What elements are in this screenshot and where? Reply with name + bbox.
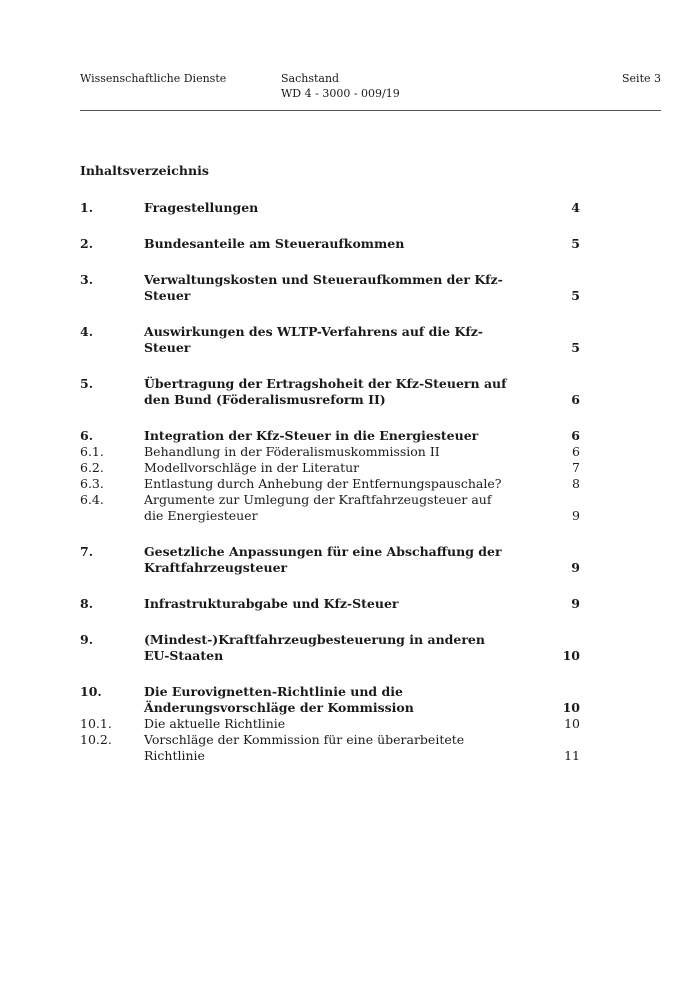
toc-entry-6-2[interactable] [80,460,580,476]
toc-entry-page: 7 [572,460,580,475]
toc-entry-number: 10.2. [80,732,112,747]
toc-entry-page: 9 [571,596,580,611]
toc-entry-number: 4. [80,324,94,339]
toc-entry-title: Integration der Kfz-Steuer in die Energiesteuer [144,428,479,443]
toc-entry-10-2[interactable] [80,732,580,764]
toc-entry-number: 10.1. [80,716,112,731]
toc-entry-page: 4 [571,200,580,215]
toc-entry-title: (Mindest-)Kraftfahrzeugbesteuerung in anderen EU-Staaten [144,632,485,663]
toc-entry-2[interactable] [80,236,580,252]
toc-entry-number: 2. [80,236,94,251]
toc-entry-title: Fragestellungen [144,200,259,215]
toc-entry-page: 5 [571,340,580,355]
toc-entry-7[interactable] [80,544,580,576]
toc-entry-5[interactable] [80,376,580,408]
toc-entry-number: 6.3. [80,476,104,491]
header-doc-type: Sachstand [281,72,340,85]
toc-entry-6-3[interactable] [80,476,580,492]
toc-entry-number: 9. [80,632,94,647]
toc-entry-page: 8 [572,476,580,491]
toc-entry-number: 6.2. [80,460,104,475]
toc-entry-page: 5 [571,236,580,251]
header-doc-number: WD 4 - 3000 - 009/19 [281,87,400,100]
toc-entry-title: Die aktuelle Richtlinie [144,716,286,731]
toc-entry-page: 6 [571,392,580,407]
toc-entry-title: Infrastrukturabgabe und Kfz-Steuer [144,596,399,611]
toc-entry-number: 10. [80,684,102,699]
toc-entry-3[interactable] [80,272,580,304]
toc-entry-6-4[interactable] [80,492,580,524]
toc-entry-10[interactable] [80,684,580,716]
toc-entry-title: Vorschläge der Kommission für eine überarbeitete Richtlinie [144,732,465,763]
toc-entry-page: 6 [571,428,580,443]
toc-entry-number: 7. [80,544,94,559]
toc-entry-page: 11 [564,748,580,763]
toc-entry-10-1[interactable] [80,716,580,732]
table-of-contents [80,200,580,764]
toc-entry-1[interactable] [80,200,580,216]
toc-entry-title: Übertragung der Ertragshoheit der Kfz-Steuern auf den Bund (Föderalismusreform II) [144,376,507,407]
toc-entry-title: Modellvorschläge in der Literatur [144,460,360,475]
toc-entry-title: Auswirkungen des WLTP-Verfahrens auf die Kfz-Steuer [144,324,483,355]
toc-entry-page: 9 [572,508,580,523]
toc-entry-title: Die Eurovignetten-Richtlinie und die Änderungsvorschläge der Kommission [144,684,414,715]
toc-entry-title: Bundesanteile am Steueraufkommen [144,236,405,251]
toc-entry-title: Argumente zur Umlegung der Kraftfahrzeugsteuer auf die Energiesteuer [144,492,492,523]
toc-entry-number: 3. [80,272,94,287]
toc-entry-page: 6 [572,444,580,459]
header-divider [80,110,661,111]
toc-entry-title: Entlastung durch Anhebung der Entfernungspauschale? [144,476,502,491]
toc-entry-6-1[interactable] [80,444,580,460]
toc-entry-6[interactable] [80,428,580,444]
toc-entry-title: Gesetzliche Anpassungen für eine Abschaffung der Kraftfahrzeugsteuer [144,544,502,575]
toc-title: Inhaltsverzeichnis [80,163,209,178]
toc-entry-page: 5 [571,288,580,303]
toc-entry-number: 5. [80,376,94,391]
toc-entry-title: Behandlung in der Föderalismuskommission II [144,444,440,459]
toc-entry-number: 6.4. [80,492,104,507]
toc-entry-page: 9 [571,560,580,575]
toc-entry-page: 10 [562,700,580,715]
header-org: Wissenschaftliche Dienste [80,72,227,85]
toc-entry-title: Verwaltungskosten und Steueraufkommen der Kfz-Steuer [144,272,503,303]
toc-entry-page: 10 [562,648,580,663]
header-doc-info [281,71,400,101]
toc-entry-8[interactable] [80,596,580,612]
toc-entry-number: 8. [80,596,94,611]
page-header [80,71,661,107]
toc-entry-9[interactable] [80,632,580,664]
toc-entry-number: 6. [80,428,94,443]
toc-entry-page: 10 [564,716,580,731]
toc-entry-number: 6.1. [80,444,104,459]
toc-entry-4[interactable] [80,324,580,356]
toc-entry-number: 1. [80,200,94,215]
header-page-label: Seite 3 [622,72,661,85]
